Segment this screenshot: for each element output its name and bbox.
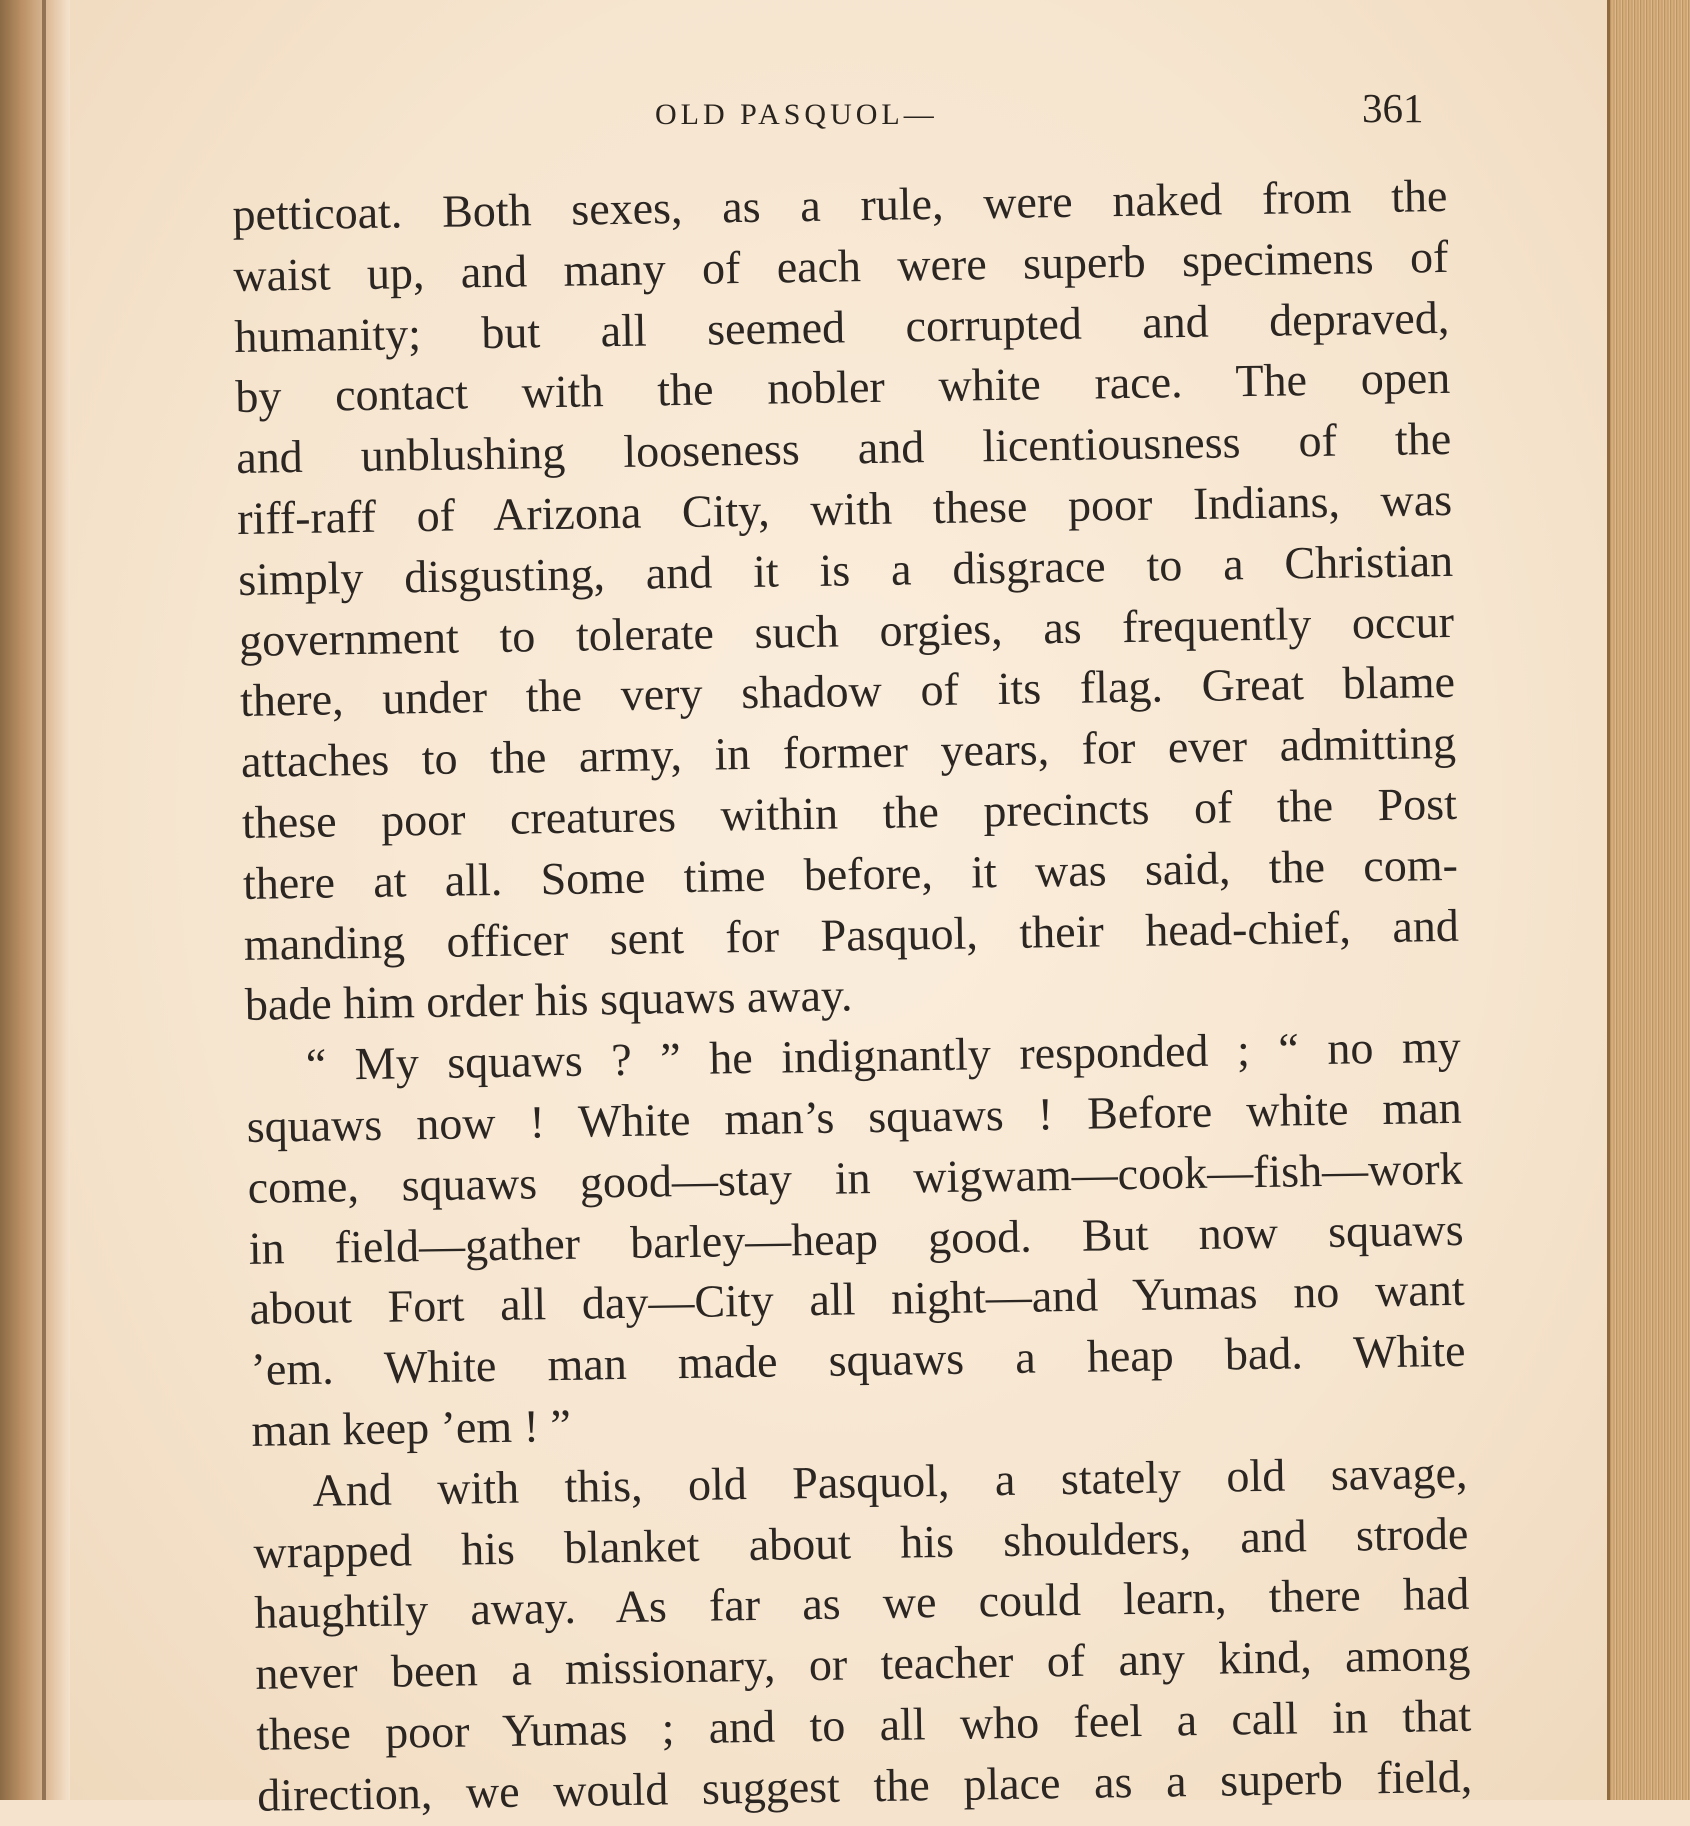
running-head: OLD PASQUOL— [655, 98, 938, 131]
text-line: never been a missionary, or teacher of any kind, among [254, 1628, 1471, 1699]
text-line: these poor creatures within the precincts of the Post [241, 777, 1458, 848]
text-line: manding officer sent for Pasquol, their head-chief, and [243, 899, 1460, 970]
text-line: government to tolerate such orgies, as frequently occur [238, 595, 1455, 666]
page-number: 361 [1362, 85, 1424, 131]
text-line: man keep ’em ! ” [251, 1399, 572, 1456]
text-line: about Fort all day—City all night—and Yumas no want [249, 1264, 1465, 1335]
text-line: in field—gather barley—heap good. But now squaws [248, 1203, 1464, 1274]
text-line: come, squaws good—stay in wigwam—cook—fish—work [247, 1142, 1463, 1213]
text-line: by contact with the nobler white race. The open [234, 352, 1451, 423]
text-line: petticoat. Both sexes, as a rule, were naked from the [232, 169, 1448, 240]
body-text [232, 166, 1473, 1826]
text-line: ’em. White man made squaws a heap bad. White [250, 1324, 1466, 1395]
text-line: wrapped his blanket about his shoulders, and strode [253, 1507, 1469, 1578]
text-line: And with this, old Pasquol, a stately old savage, [312, 1446, 1468, 1516]
text-line: direction, we would suggest the place as a superb field, [256, 1750, 1473, 1821]
text-line: attaches to the army, in former years, for ever admitting [240, 717, 1457, 788]
text-line: haughtily away. As far as we could learn, there had [254, 1568, 1470, 1639]
text-line: and unblushing looseness and licentiousness of the [235, 413, 1452, 484]
text-line: waist up, and many of each were superb specimens of [233, 230, 1449, 301]
text-line: riff-raff of Arizona City, with these poor Indians, was [236, 473, 1453, 544]
book-page [70, 0, 1610, 1821]
text-line: squaws now ! White man’s squaws ! Before white man [246, 1081, 1463, 1152]
text-line: there, under the very shadow of its flag. Great blame [239, 656, 1456, 727]
text-line: there at all. Some time before, it was said, the com- [242, 838, 1459, 909]
text-line: humanity; but all seemed corrupted and depraved, [233, 291, 1450, 362]
text-line: bade him order his squaws away. [244, 969, 853, 1031]
page-edges [1607, 0, 1690, 1800]
page-gutter-shadow [0, 0, 70, 1800]
binding-gutter-line [42, 0, 46, 1800]
text-line: simply disgusting, and it is a disgrace to a Christian [237, 534, 1454, 605]
text-line: “ My squaws ? ” he indignantly responded ; “ no my [305, 1020, 1462, 1091]
text-line: these poor Yumas ; and to all who feel a call in that [255, 1689, 1472, 1760]
